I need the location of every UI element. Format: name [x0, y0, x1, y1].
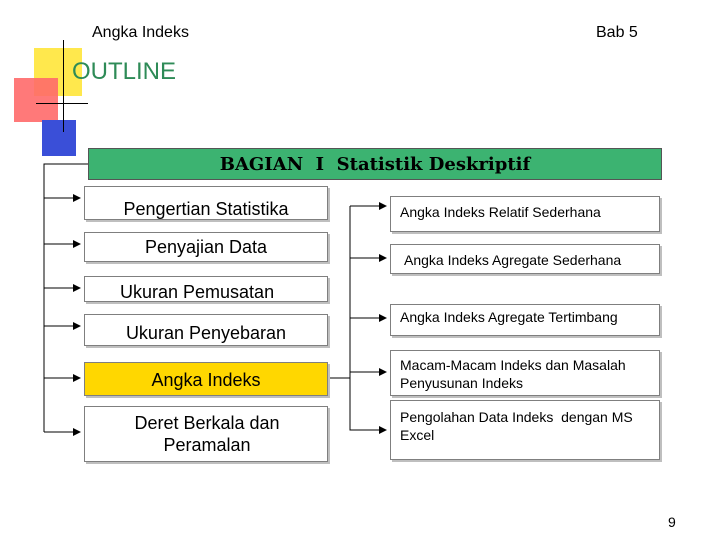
label-pengertian-statistika: Pengertian Statistika — [123, 199, 289, 219]
label-agregate-sederhana: Angka Indeks Agregate Sederhana — [404, 252, 622, 268]
label-angka-indeks: Angka Indeks — [151, 370, 261, 390]
label-ukuran-pemusatan: Ukuran Pemusatan — [120, 282, 275, 302]
label-deret-berkala: Deret Berkala dan Peramalan — [134, 413, 280, 455]
header-left: Angka Indeks — [92, 24, 189, 41]
label-pengolahan-data: Pengolahan Data Indeks dengan MS Excel — [400, 409, 637, 443]
label-macam-indeks: Macam-Macam Indeks dan Masalah Penyusunan Indeks — [400, 357, 626, 391]
page-number: 9 — [668, 514, 676, 530]
label-relatif-sederhana: Angka Indeks Relatif Sederhana — [400, 204, 601, 220]
banner-text: BAGIAN I Statistik Deskriptif — [219, 154, 531, 175]
header-right: Bab 5 — [596, 24, 638, 41]
label-agregate-tertimbang: Angka Indeks Agregate Tertimbang — [400, 309, 618, 325]
label-penyajian-data: Penyajian Data — [144, 237, 268, 257]
label-ukuran-penyebaran: Ukuran Penyebaran — [125, 323, 287, 343]
page-title: OUTLINE — [72, 58, 177, 85]
